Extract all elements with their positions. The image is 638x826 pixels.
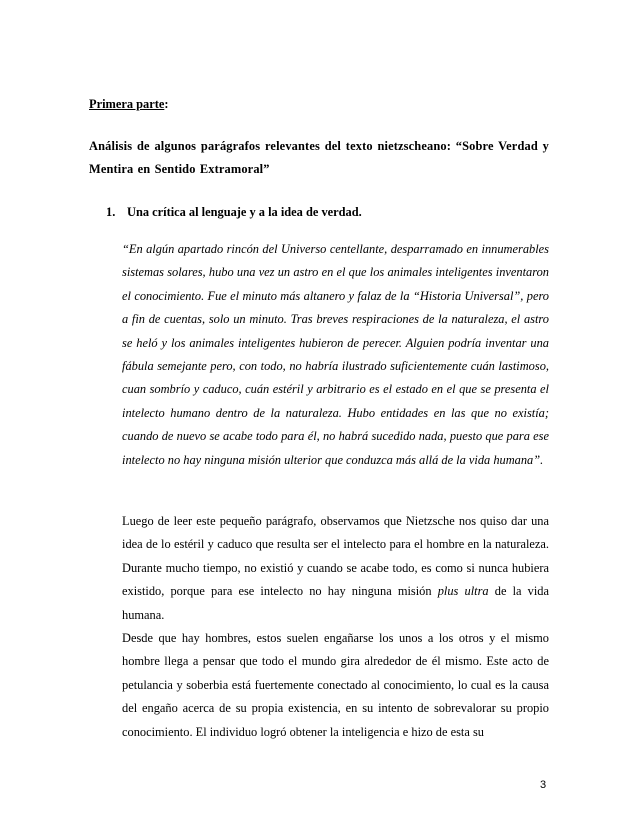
paragraph-analysis-text: Luego de leer este pequeño parágrafo, observamos que Nietzsche nos quiso dar una idea de lo estéril y caduco que resulta ser el intelecto para el hombre en la naturaleza. Durante mucho tiempo, no existió y cuando se acabe todo, es como si nunca hubiera existido, porque para ese intelecto no hay ninguna misión (122, 514, 549, 599)
paragraph-analysis-italic: plus ultra (437, 584, 489, 599)
document-subtitle: Análisis de algunos parágrafos relevantes del texto nietzscheano: “Sobre Verdad y Mentira en Sentido Extramoral” (89, 139, 549, 176)
list-item-heading (106, 202, 546, 222)
section-colon: : (164, 97, 169, 111)
page-number: 3 (540, 779, 547, 791)
list-item-title: Una crítica al lenguaje y a la idea de verdad. (127, 205, 362, 219)
list-item-number: 1. (106, 205, 116, 219)
section-heading (89, 94, 549, 114)
nietzsche-quote: “En algún apartado rincón del Universo centellante, desparramado en innumerables sistemas solares, hubo una vez un astro en el que los animales inteligentes inventaron el conocimiento. Fue el minuto más altanero y falaz de la “Historia Universal”, pero a fin de cuentas, solo un minuto. Tras breves respiraciones de la naturaleza, el astro se heló y los animales inteligentes hubieron de perecer. Alguien podría inventar una fábula semejante pero, con todo, no habría ilustrado suficientemente cuán lastimoso, cuan sombrío y caduco, cuán estéril y arbitrario es el estado en el que se presenta el intelecto humano dentro de la naturaleza. Hubo entidades en las que no existía; cuando de nuevo se acabe todo para él, no habrá sucedido nada, puesto que para ese intelecto no hay ninguna misión ulterior que conduzca más allá de la vida humana”. (122, 242, 549, 467)
section-label: Primera parte (89, 97, 165, 111)
paragraph-deception: Desde que hay hombres, estos suelen engañarse los unos a los otros y el mismo hombre llega a pensar que todo el mundo gira alrededor de él mismo. Este acto de petulancia y soberbia está fuertemente conectado al conocimiento, lo cual es la causa del engaño acerca de su propia existencia, en su intento de sobrevalorar su propio conocimiento. El individuo logró obtener la inteligencia e hizo de esta su (122, 631, 549, 739)
paragraph-analysis-end: de la vida humana. (122, 584, 549, 622)
paragraph-analysis (122, 510, 549, 627)
